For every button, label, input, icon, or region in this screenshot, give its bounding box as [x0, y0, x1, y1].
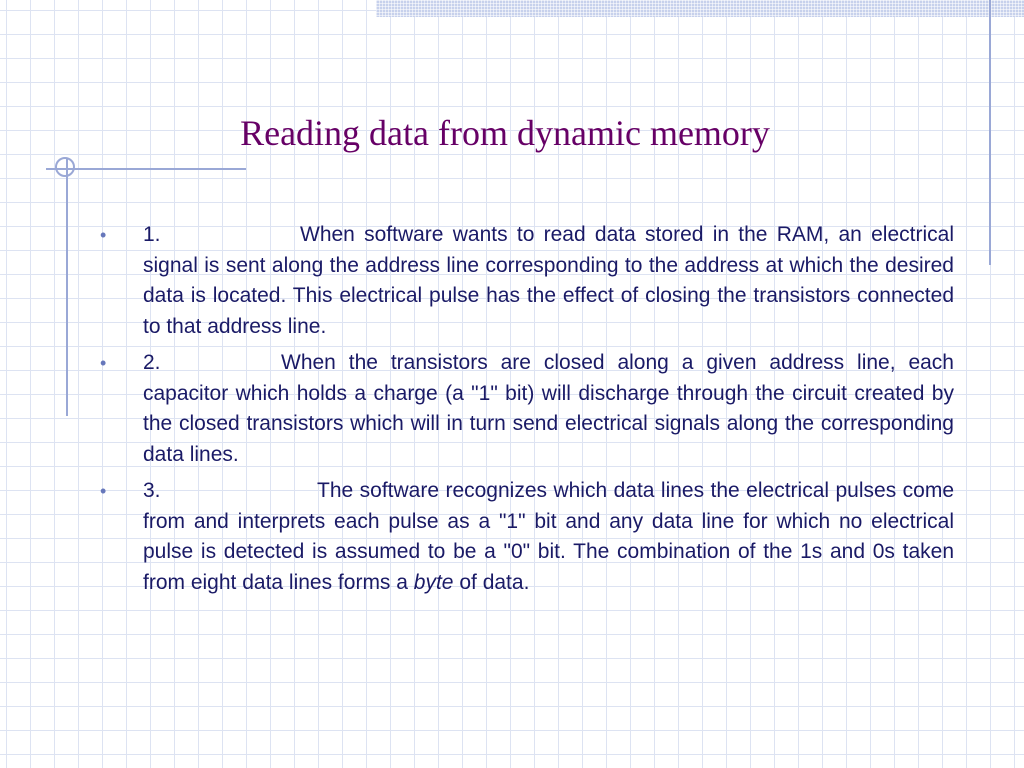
- bullet-emphasis: byte: [413, 570, 454, 594]
- bullet-text: The software recognizes which data lines the electrical pulses come from and interprets each pulse as a "1" bit and any data line for which no electrical pulse is detected is assumed to be a "0" bit. The combination of the 1s and 0s taken from eight data lines forms a: [143, 479, 954, 594]
- bullet-number: 3.: [143, 479, 161, 502]
- bullet-item-1: [100, 220, 954, 342]
- bullet-number: 1.: [143, 223, 161, 246]
- bullet-list: [100, 220, 954, 604]
- bullet-item-2: [100, 348, 954, 470]
- left-decorative-vertical-line: [66, 158, 68, 416]
- bullet-text: When software wants to read data stored in the RAM, an electrical signal is sent along the address line corresponding to the address at which the desired data is located. This electrical pulse has the effect of closing the transistors connected to that address line.: [143, 223, 954, 338]
- bullet-dot-icon: •: [100, 353, 107, 373]
- top-decorative-band: [376, 0, 1024, 17]
- left-decorative-horizontal-line: [46, 168, 246, 170]
- bullet-text: When the transistors are closed along a given address line, each capacitor which holds a charge (a "1" bit) will discharge through the circuit created by the closed transistors which will in turn send electrical signals along the corresponding data lines.: [143, 351, 954, 466]
- bullet-item-3: [100, 476, 954, 598]
- bullet-dot-icon: •: [100, 225, 107, 245]
- bullet-number: 2.: [143, 351, 161, 374]
- bullet-text-tail: of data.: [459, 570, 530, 594]
- slide-title: Reading data from dynamic memory: [240, 113, 770, 153]
- decorative-circle: [55, 157, 75, 177]
- bullet-dot-icon: •: [100, 481, 107, 501]
